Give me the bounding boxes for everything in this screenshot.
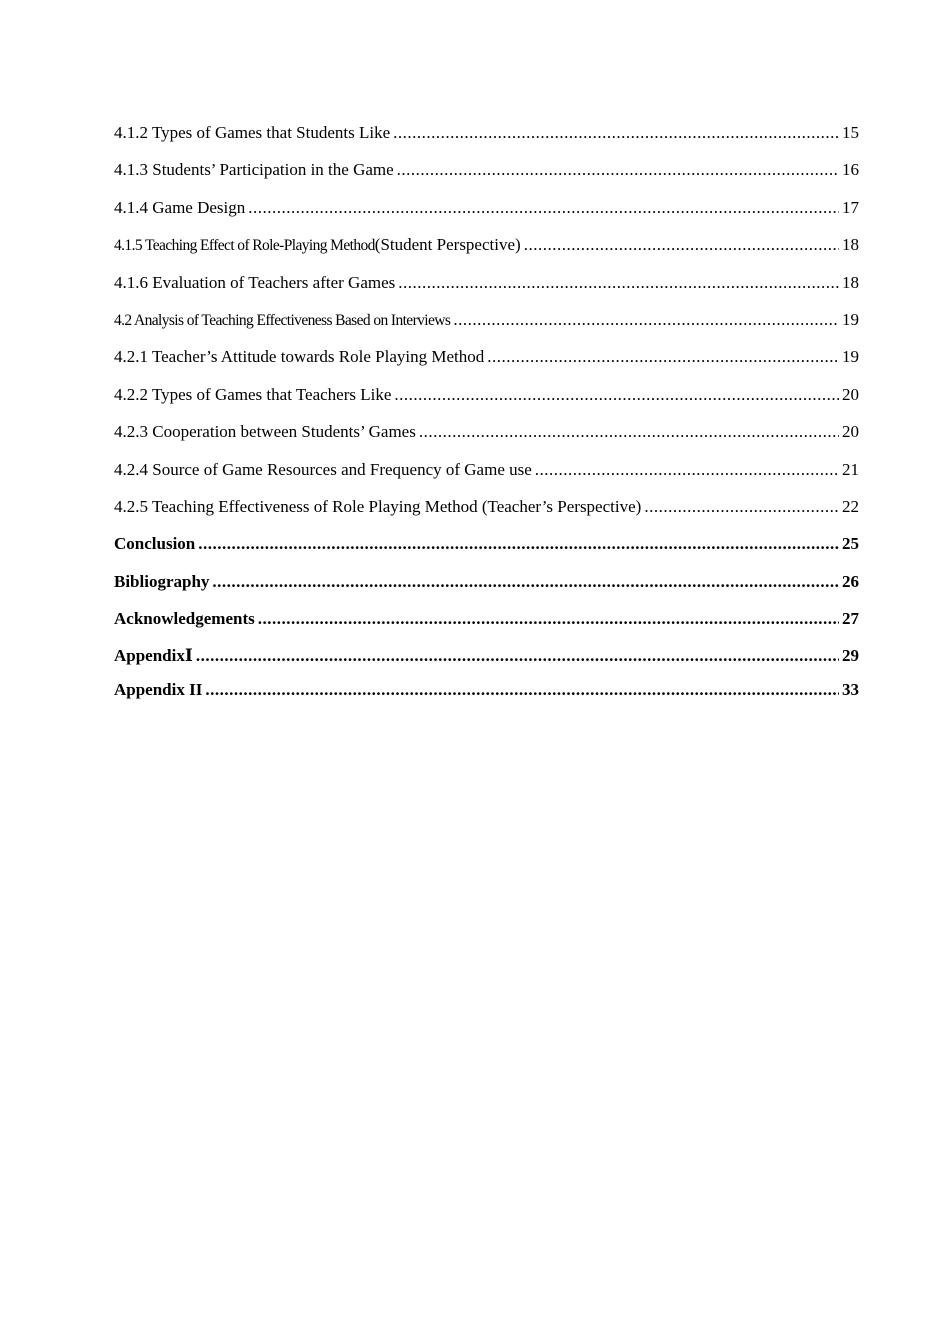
toc-entry-page: 29 [842,646,859,666]
toc-entry-title: Appendix II [114,680,203,700]
toc-entry-title: 4.2.2 Types of Games that Teachers Like [114,384,392,404]
toc-entry-title: AppendixⅠ [114,646,193,666]
toc-entry-page: 33 [842,680,859,700]
toc-entry-4-2-3[interactable] [114,419,859,456]
toc-entry-acknowledgements[interactable] [114,606,859,643]
toc-entry-title: 4.2.4 Source of Game Resources and Frequency of Game use [114,459,532,479]
toc-entry-page: 19 [842,309,859,329]
toc-leader-dots [644,494,839,519]
toc-entry-title: 4.1.4 Game Design [114,197,246,217]
toc-entry-4-2-2[interactable] [114,382,859,419]
toc-entry-title: 4.1.5 Teaching Effect of Role-Playing Method [114,237,375,255]
toc-entry-title: 4.1.3 Students’ Participation in the Game [114,160,394,180]
toc-entry-page: 16 [842,160,859,180]
toc-entry-bibliography[interactable] [114,569,859,606]
toc-leader-dots [524,232,839,257]
toc-leader-dots [419,419,839,444]
toc-leader-dots [398,270,839,295]
toc-entry-page: 17 [842,197,859,217]
toc-leader-dots [397,157,839,182]
table-of-contents [114,120,859,709]
toc-leader-dots [205,677,839,702]
toc-leader-dots [453,307,839,332]
toc-entry-title: 4.2.5 Teaching Effectiveness of Role Playing Method (Teacher’s Perspective) [114,496,642,516]
toc-entry-page: 25 [842,534,859,554]
toc-entry-appendix-2[interactable] [114,677,859,709]
toc-entry-title: Acknowledgements [114,609,255,629]
toc-entry-title: Conclusion [114,534,196,554]
toc-entry-title: Bibliography [114,571,210,591]
toc-entry-page: 21 [842,459,859,479]
toc-entry-page: 27 [842,609,859,629]
toc-leader-dots [212,569,839,594]
toc-entry-page: 20 [842,422,859,442]
toc-leader-dots [535,457,839,482]
toc-leader-dots [394,382,839,407]
toc-leader-dots [487,344,839,369]
toc-entry-4-2-1[interactable] [114,344,859,381]
toc-entry-4-2-5[interactable] [114,494,859,531]
toc-entry-4-1-5[interactable] [114,232,859,269]
toc-entry-4-2-4[interactable] [114,457,859,494]
toc-entry-4-1-2[interactable] [114,120,859,157]
toc-entry-appendix-1[interactable] [114,643,859,677]
toc-entry-page: 22 [842,496,859,516]
toc-entry-4-2[interactable] [114,307,859,344]
toc-entry-page: 18 [842,235,859,255]
toc-entry-title: 4.2.3 Cooperation between Students’ Games [114,422,416,442]
toc-entry-4-1-3[interactable] [114,157,859,194]
toc-leader-dots [248,195,839,220]
toc-leader-dots [393,120,839,145]
toc-entry-page: 19 [842,347,859,367]
toc-leader-dots [198,531,839,556]
toc-entry-page: 26 [842,571,859,591]
toc-entry-title: 4.2 Analysis of Teaching Effectiveness Based on Interviews [114,311,451,329]
toc-entry-title-suffix: (Student Perspective) [374,235,521,255]
toc-entry-title: 4.2.1 Teacher’s Attitude towards Role Playing Method [114,347,485,367]
toc-entry-page: 18 [842,272,859,292]
toc-entry-page: 20 [842,384,859,404]
toc-entry-4-1-4[interactable] [114,195,859,232]
toc-entry-4-1-6[interactable] [114,270,859,307]
toc-leader-dots [258,606,839,631]
toc-entry-title: 4.1.6 Evaluation of Teachers after Games [114,272,396,292]
toc-entry-page: 15 [842,123,859,142]
toc-entry-title: 4.1.2 Types of Games that Students Like [114,123,391,142]
toc-entry-conclusion[interactable] [114,531,859,568]
toc-leader-dots [196,643,839,668]
